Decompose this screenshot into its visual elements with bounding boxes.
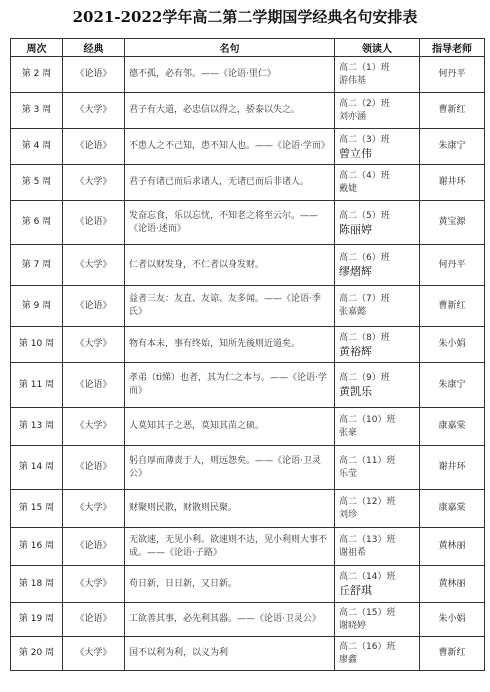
table-row — [11, 129, 485, 165]
classic-cell: 《大学》 — [63, 245, 125, 286]
reader-cell — [335, 528, 420, 566]
reader-class: 高二（14）班 — [339, 572, 396, 582]
reader-cell — [335, 603, 420, 637]
classic-cell: 《论语》 — [63, 129, 125, 165]
week-cell: 第 18 周 — [11, 566, 63, 603]
teacher-cell: 朱小娟 — [420, 603, 485, 637]
table-row — [11, 57, 485, 93]
table-row — [11, 528, 485, 566]
quote-cell: 工欲善其事，必先利其器。——《论语·卫灵公》 — [125, 603, 335, 637]
quote-cell: 物有本末，事有终始，知所先後则近道矣。 — [125, 327, 335, 363]
table-row — [11, 286, 485, 327]
teacher-cell: 何丹平 — [420, 245, 485, 286]
reader-class: 高二（7）班 — [339, 294, 390, 304]
page-title: 2021-2022学年高二第二学期国学经典名句安排表 — [72, 8, 418, 26]
reader-name: 张嘉懿 — [339, 307, 367, 317]
reader-class: 高二（9）班 — [339, 373, 390, 383]
week-cell: 第 4 周 — [11, 129, 63, 165]
header-teacher: 指导老师 — [420, 39, 485, 57]
reader-class: 高二（8）班 — [339, 332, 390, 343]
reader-name: 刘珍 — [339, 509, 358, 520]
reader-name: 陈丽婷 — [339, 222, 372, 236]
reader-cell — [335, 165, 420, 201]
reader-cell — [335, 490, 420, 528]
classic-cell: 《大学》 — [63, 566, 125, 603]
table-row — [11, 408, 485, 446]
header-classic: 经典 — [63, 39, 125, 57]
week-cell: 第 20 周 — [11, 637, 63, 671]
classic-cell: 《大学》 — [63, 408, 125, 446]
table-row — [11, 566, 485, 603]
table-row — [11, 446, 485, 490]
reader-name: 缪熠辉 — [339, 265, 372, 278]
reader-cell — [335, 129, 420, 165]
reader-name: 游伟基 — [339, 75, 367, 86]
quote-cell: 君子有诸已而后求诸人，无诸已而后非诸人。 — [125, 165, 335, 201]
reader-cell — [335, 637, 420, 671]
quote-cell: 益者三友：友直、友谅、友多闻。——《论语·季氏》 — [125, 286, 335, 327]
table-row — [11, 637, 485, 671]
classic-cell: 《论语》 — [63, 446, 125, 490]
classic-cell: 《大学》 — [63, 165, 125, 201]
week-cell: 第 11 周 — [11, 363, 63, 408]
reader-class: 高二（3）班 — [339, 134, 390, 145]
teacher-cell: 黄林丽 — [420, 528, 485, 566]
table-row — [11, 165, 485, 201]
reader-class: 高二（15）班 — [339, 607, 396, 618]
teacher-cell: 康嘉棠 — [420, 490, 485, 528]
classic-cell: 《论语》 — [63, 603, 125, 637]
reader-class: 高二（16）班 — [339, 641, 396, 652]
teacher-cell: 黄宝源 — [420, 201, 485, 245]
week-cell: 第 9 周 — [11, 286, 63, 327]
quote-cell: 无欲速，无见小利。欲速则不达，见小利则大事不成。——《论语·子路》 — [125, 528, 335, 566]
reader-name: 黄裕辉 — [339, 344, 372, 358]
quote-cell: 财聚则民散，财散则民聚。 — [125, 490, 335, 528]
classic-cell: 《论语》 — [63, 201, 125, 245]
week-cell: 第 16 周 — [11, 528, 63, 566]
reader-name: 曾立伟 — [339, 146, 372, 160]
week-cell: 第 19 周 — [11, 603, 63, 637]
reader-cell — [335, 327, 420, 363]
teacher-cell: 朱康宁 — [420, 363, 485, 408]
classic-cell: 《大学》 — [63, 327, 125, 363]
reader-cell — [335, 245, 420, 286]
reader-class: 高二（10）班 — [339, 414, 396, 425]
teacher-cell: 黄林丽 — [420, 566, 485, 603]
reader-class: 高二（1）班 — [339, 62, 390, 73]
classic-cell: 《论语》 — [63, 57, 125, 93]
table-row — [11, 327, 485, 363]
table-row — [11, 201, 485, 245]
reader-cell — [335, 566, 420, 603]
reader-name: 黄凯乐 — [339, 385, 372, 398]
reader-cell — [335, 201, 420, 245]
quote-cell: 不患人之不己知，患不知人也。——《论语·学而》 — [125, 129, 335, 165]
quote-cell: 仁者以财发身，不仁者以身发财。 — [125, 245, 335, 286]
reader-name: 刘亦涵 — [339, 111, 367, 122]
teacher-cell: 曹新红 — [420, 286, 485, 327]
reader-name: 乐莹 — [339, 468, 358, 479]
header-reader: 领读人 — [335, 39, 420, 57]
quote-cell: 君子有大道，必忠信以得之，骄泰以失之。 — [125, 93, 335, 129]
reader-class: 高二（13）班 — [339, 534, 396, 545]
table-row — [11, 93, 485, 129]
header-quote: 名句 — [125, 39, 335, 57]
quote-cell: 发奋忘食，乐以忘忧，不知老之将至云尔。——《论语·述而》 — [125, 201, 335, 245]
classic-cell: 《大学》 — [63, 93, 125, 129]
reader-class: 高二（11）班 — [339, 455, 396, 466]
header-row — [11, 39, 485, 57]
week-cell: 第 7 周 — [11, 245, 63, 286]
teacher-cell: 朱小娟 — [420, 327, 485, 363]
classic-cell: 《大学》 — [63, 637, 125, 671]
teacher-cell: 曹新红 — [420, 93, 485, 129]
reader-name: 丘舒琪 — [339, 584, 372, 597]
reader-name: 谢祖希 — [339, 547, 367, 558]
week-cell: 第 5 周 — [11, 165, 63, 201]
table-row — [11, 363, 485, 408]
quote-cell: 人莫知其子之恶，莫知其苗之硕。 — [125, 408, 335, 446]
reader-name: 廖鑫 — [339, 654, 358, 665]
table-row — [11, 490, 485, 528]
quote-cell: 躬自厚而薄责于人，则远怨矣。——《论语·卫灵公》 — [125, 446, 335, 490]
classic-cell: 《论语》 — [63, 528, 125, 566]
week-cell: 第 10 周 — [11, 327, 63, 363]
reader-cell — [335, 57, 420, 93]
reader-name: 张豪 — [339, 427, 358, 438]
classic-cell: 《大学》 — [63, 490, 125, 528]
week-cell: 第 13 周 — [11, 408, 63, 446]
quote-cell: 孝弟（tì悌）也者，其为仁之本与。——《论语·学而》 — [125, 363, 335, 408]
reader-class: 高二（2）班 — [339, 98, 390, 109]
table-row — [11, 603, 485, 637]
reader-cell — [335, 93, 420, 129]
reader-cell — [335, 446, 420, 490]
reader-cell — [335, 408, 420, 446]
teacher-cell: 何丹平 — [420, 57, 485, 93]
teacher-cell: 康嘉棠 — [420, 408, 485, 446]
week-cell: 第 15 周 — [11, 490, 63, 528]
reader-class: 高二（4）班 — [339, 170, 390, 181]
reader-class: 高二（5）班 — [339, 210, 390, 221]
table-row — [11, 245, 485, 286]
quote-cell: 苟日新，日日新，又日新。 — [125, 566, 335, 603]
classic-cell: 《论语》 — [63, 286, 125, 327]
teacher-cell: 曹新红 — [420, 637, 485, 671]
quote-cell: 国不以利为利，以义为利 — [125, 637, 335, 671]
week-cell: 第 2 周 — [11, 57, 63, 93]
header-week: 周次 — [11, 39, 63, 57]
reader-name: 戴婕 — [339, 183, 358, 194]
week-cell: 第 14 周 — [11, 446, 63, 490]
classic-cell: 《论语》 — [63, 363, 125, 408]
teacher-cell: 谢井环 — [420, 446, 485, 490]
reader-cell — [335, 363, 420, 408]
schedule-table — [10, 38, 485, 671]
reader-class: 高二（6）班 — [339, 253, 390, 263]
teacher-cell: 朱康宁 — [420, 129, 485, 165]
reader-name: 谢晓婷 — [339, 620, 367, 631]
teacher-cell: 谢井环 — [420, 165, 485, 201]
quote-cell: 德不孤，必有邻。——《论语·里仁》 — [125, 57, 335, 93]
reader-cell — [335, 286, 420, 327]
reader-class: 高二（12）班 — [339, 496, 396, 507]
week-cell: 第 6 周 — [11, 201, 63, 245]
week-cell: 第 3 周 — [11, 93, 63, 129]
